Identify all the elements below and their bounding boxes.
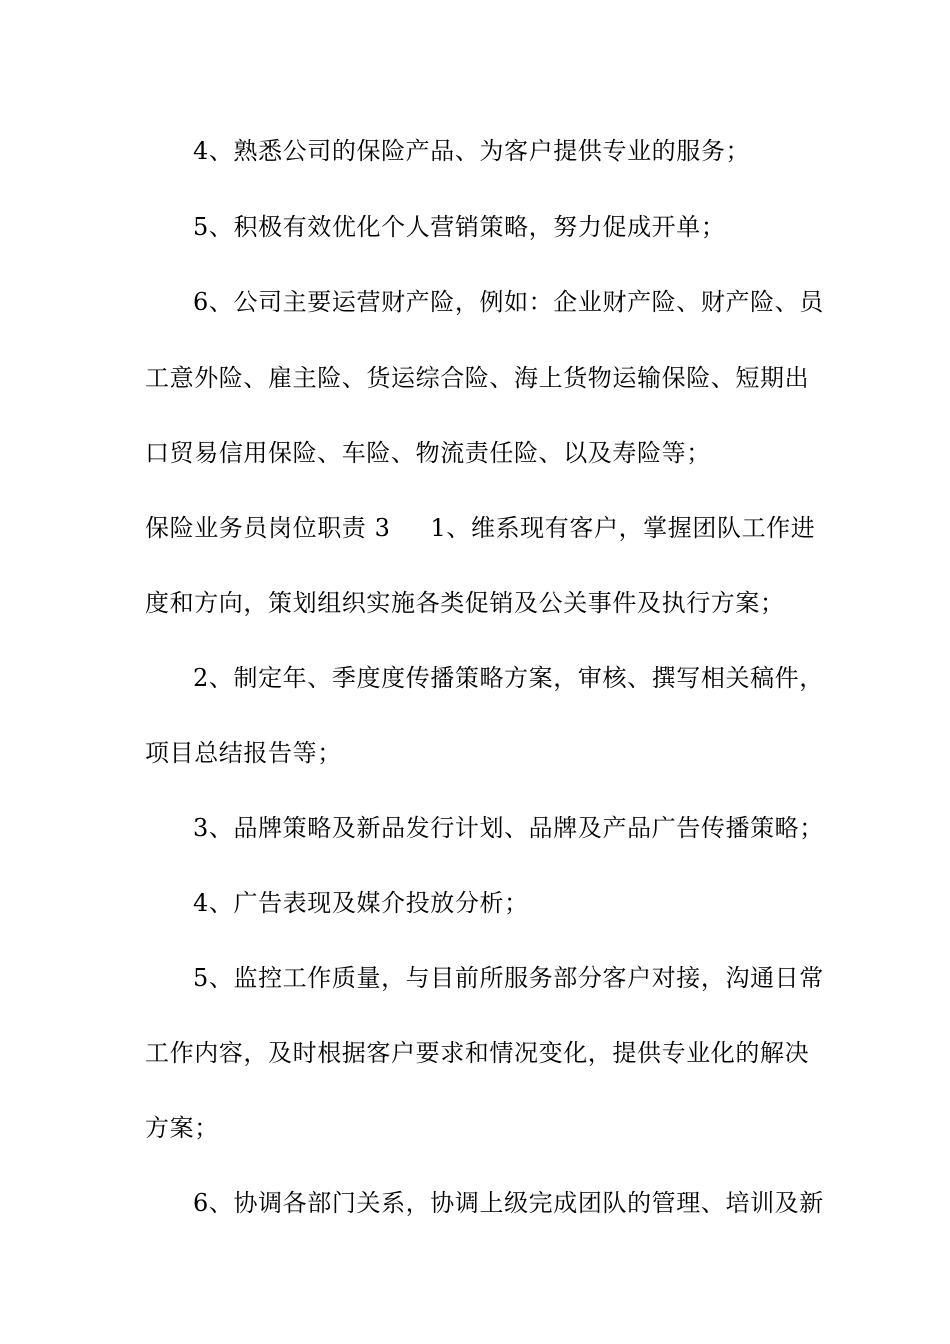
paragraph-line: 6、公司主要运营财产险，例如：企业财产险、财产险、员 bbox=[193, 288, 824, 316]
paragraph-line: 度和方向，策划组织实施各类促销及公关事件及执行方案； bbox=[145, 589, 785, 617]
section-item-text: 1、维系现有客户，掌握团队工作进 bbox=[430, 514, 816, 542]
paragraph-line: 3、品牌策略及新品发行计划、品牌及产品广告传播策略； bbox=[193, 814, 824, 842]
paragraph-line: 工意外险、雇主险、货运综合险、海上货物运输保险、短期出 bbox=[145, 364, 810, 392]
paragraph-line: 5、监控工作质量，与目前所服务部分客户对接，沟通日常 bbox=[193, 964, 824, 992]
paragraph-line: 2、制定年、季度度传播策略方案，审核、撰写相关稿件， bbox=[193, 664, 824, 692]
paragraph-line: 口贸易信用保险、车险、物流责任险、以及寿险等； bbox=[145, 439, 711, 467]
paragraph-line: 4、广告表现及媒介投放分析； bbox=[193, 889, 529, 917]
paragraph-line: 项目总结报告等； bbox=[145, 739, 342, 767]
paragraph-line: 5、积极有效优化个人营销策略，努力促成开单； bbox=[193, 213, 726, 241]
section-heading: 保险业务员岗位职责 3 bbox=[145, 514, 391, 542]
paragraph-line: 4、熟悉公司的保险产品、为客户提供专业的服务； bbox=[193, 137, 751, 165]
paragraph-line: 工作内容，及时根据客户要求和情况变化，提供专业化的解决 bbox=[145, 1039, 810, 1067]
section-first-line bbox=[145, 513, 815, 543]
paragraph-line: 6、协调各部门关系，协调上级完成团队的管理、培训及新 bbox=[193, 1189, 824, 1217]
paragraph-line: 方案； bbox=[145, 1114, 219, 1142]
